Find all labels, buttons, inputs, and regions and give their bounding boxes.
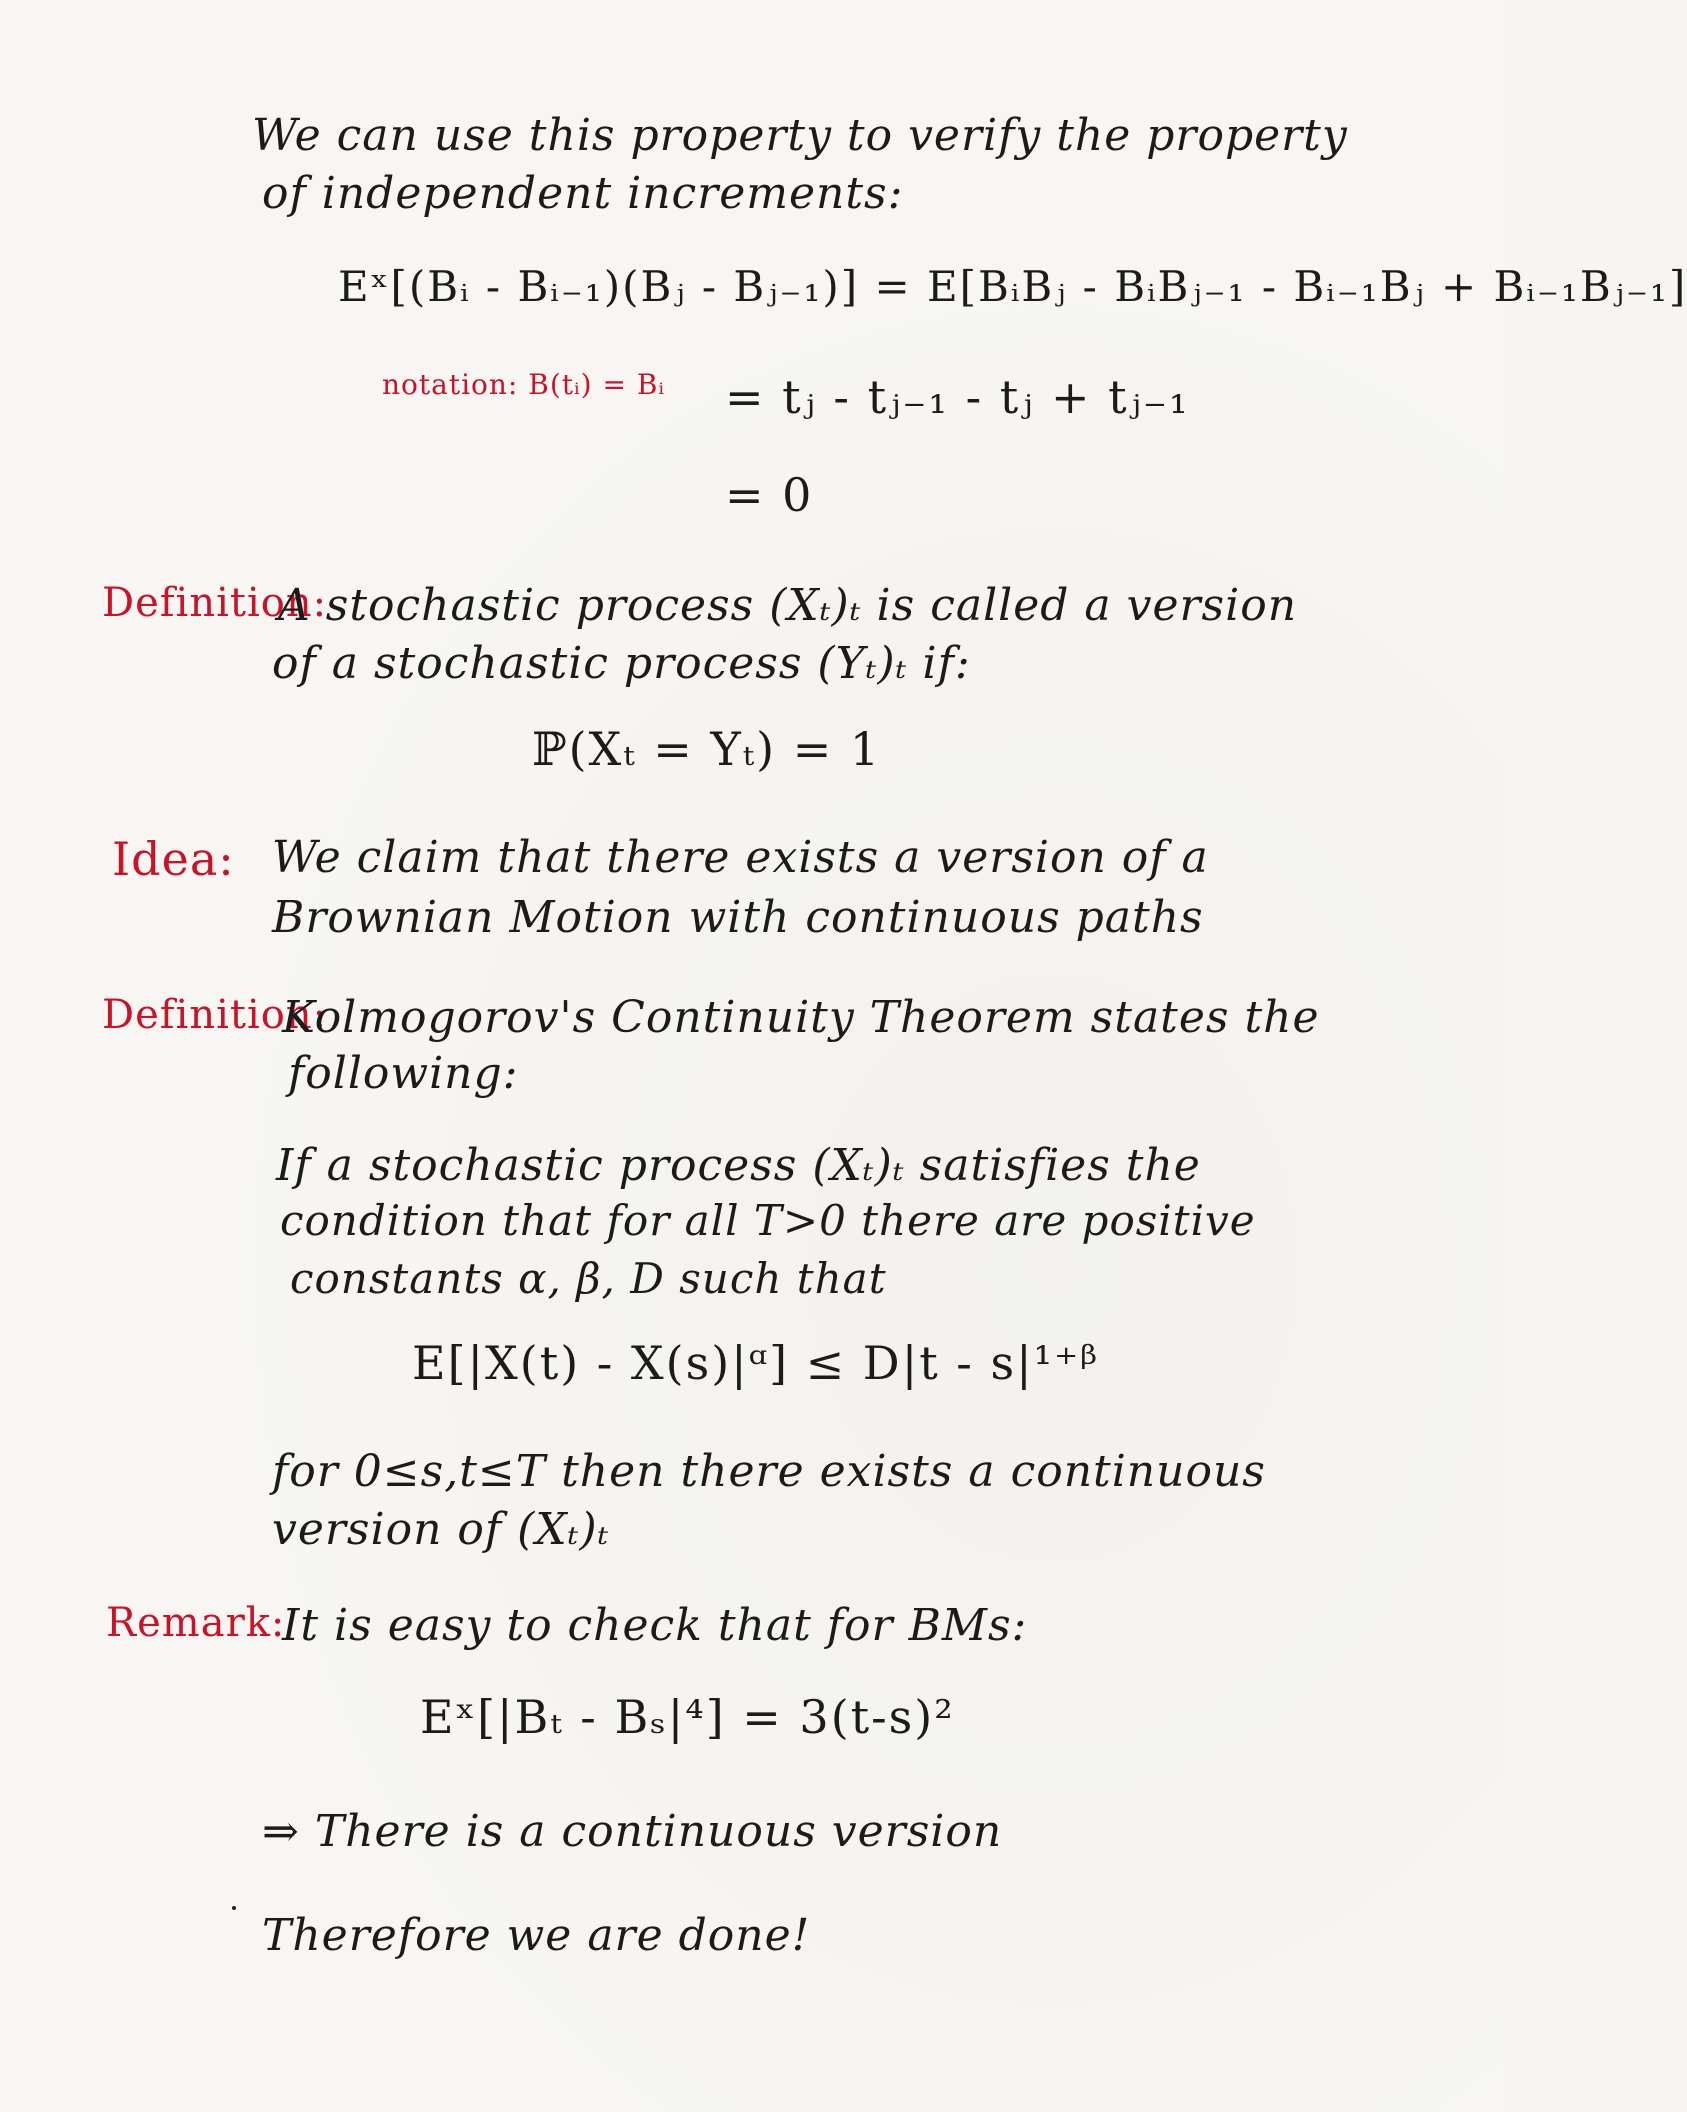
idea-line-2: Brownian Motion with continuous paths bbox=[272, 892, 1204, 943]
remark-label: Remark: bbox=[106, 1600, 286, 1646]
fourth-moment-formula: Eˣ[|Bₜ - Bₛ|⁴] = 3(t-s)² bbox=[420, 1690, 955, 1744]
definition-1-line-1: A stochastic process (Xₜ)ₜ is called a version bbox=[278, 580, 1298, 631]
ink-dot bbox=[232, 1906, 236, 1910]
intro-line-1: We can use this property to verify the property bbox=[252, 110, 1348, 161]
equation-step-2: = tⱼ - tⱼ₋₁ - tⱼ + tⱼ₋₁ bbox=[725, 370, 1190, 424]
definition-2-line-2: following: bbox=[288, 1048, 519, 1099]
equation-step-3: = 0 bbox=[725, 468, 814, 522]
intro-line-2: of independent increments: bbox=[262, 168, 904, 219]
idea-line-1: We claim that there exists a version of a bbox=[272, 832, 1209, 883]
notation-note: notation: B(tᵢ) = Bᵢ bbox=[382, 368, 666, 401]
conclusion-line-2: Therefore we are done! bbox=[262, 1910, 811, 1961]
theorem-line-5: version of (Xₜ)ₜ bbox=[272, 1504, 610, 1555]
probability-formula: ℙ(Xₜ = Yₜ) = 1 bbox=[532, 722, 882, 776]
definition-2-line-1: Kolmogorov's Continuity Theorem states the bbox=[282, 992, 1320, 1043]
conclusion-line-1: ⇒ There is a continuous version bbox=[262, 1806, 1003, 1857]
theorem-line-1: If a stochastic process (Xₜ)ₜ satisfies the bbox=[276, 1140, 1201, 1191]
remark-line-1: It is easy to check that for BMs: bbox=[282, 1600, 1028, 1651]
theorem-line-3: constants α, β, D such that bbox=[290, 1254, 887, 1303]
definition-label: Definition: bbox=[102, 580, 328, 626]
definition-label-2: Definition: bbox=[102, 992, 328, 1038]
idea-label: Idea: bbox=[112, 832, 235, 886]
definition-1-line-2: of a stochastic process (Yₜ)ₜ if: bbox=[272, 638, 971, 689]
theorem-line-2: condition that for all T>0 there are positive bbox=[280, 1196, 1256, 1245]
theorem-line-4: for 0≤s,t≤T then there exists a continuous bbox=[272, 1446, 1266, 1497]
expectation-equation: Eˣ[(Bᵢ - Bᵢ₋₁)(Bⱼ - Bⱼ₋₁)] = E[BᵢBⱼ - BᵢBⱼ₋₁ - Bᵢ₋₁Bⱼ + Bᵢ₋₁Bⱼ₋₁] bbox=[338, 262, 1687, 311]
kolmogorov-inequality: E[|X(t) - X(s)|ᵅ] ≤ D|t - s|¹⁺ᵝ bbox=[412, 1336, 1100, 1390]
